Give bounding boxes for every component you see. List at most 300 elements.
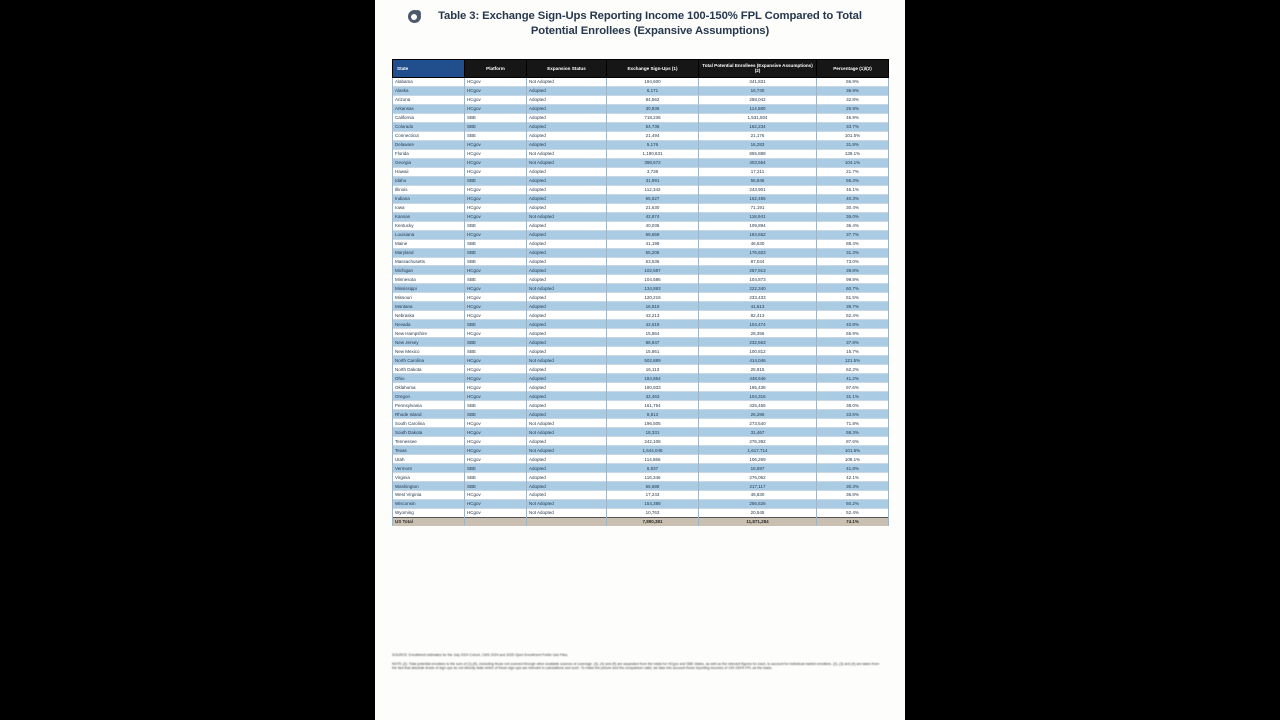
cell-expansion-status: Adopted bbox=[527, 347, 607, 356]
cell-percentage: 31.8% bbox=[817, 140, 889, 149]
table-row[interactable] bbox=[393, 455, 889, 464]
cell-total-potential-enrollees: 104,873 bbox=[699, 275, 817, 284]
cell-platform: HCgov bbox=[465, 500, 527, 509]
cell-total-potential-enrollees: 185,436 bbox=[699, 383, 817, 392]
cell-percentage: 139.1% bbox=[817, 149, 889, 158]
table-row[interactable] bbox=[393, 392, 889, 401]
cell-percentage: 52.4% bbox=[817, 311, 889, 320]
cell-state: South Carolina bbox=[393, 419, 465, 428]
table-row[interactable] bbox=[393, 446, 889, 455]
column-header-exchange-signups[interactable]: Exchange Sign-Ups (1) bbox=[607, 60, 699, 78]
cell-exchange-signups: 69,659 bbox=[607, 230, 699, 239]
cell-state: Michigan bbox=[393, 266, 465, 275]
cell-platform: HCgov bbox=[465, 266, 527, 275]
table-row[interactable] bbox=[393, 338, 889, 347]
cell-state: Massachusetts bbox=[393, 257, 465, 266]
table-row[interactable] bbox=[393, 86, 889, 95]
table-row[interactable] bbox=[393, 140, 889, 149]
cell-percentage: 56.9% bbox=[817, 77, 889, 86]
cell-platform: HCgov bbox=[465, 437, 527, 446]
cell-expansion-status: Adopted bbox=[527, 383, 607, 392]
cell-total-potential-enrollees: 403,554 bbox=[699, 158, 817, 167]
cell-percentage: 104.1% bbox=[817, 158, 889, 167]
table-row[interactable] bbox=[393, 77, 889, 86]
table-row[interactable] bbox=[393, 428, 889, 437]
table-row[interactable] bbox=[393, 158, 889, 167]
cell-expansion-status: Adopted bbox=[527, 338, 607, 347]
cell-total-potential-enrollees: 109,894 bbox=[699, 221, 817, 230]
cell-expansion-status: Adopted bbox=[527, 464, 607, 473]
cell-state: Alaska bbox=[393, 86, 465, 95]
page-title: Table 3: Exchange Sign-Ups Reporting Income 100-150% FPL Compared to Total Potential Enrollees (Expansive Assumptions) bbox=[438, 10, 862, 37]
cell-exchange-signups: 116,346 bbox=[607, 473, 699, 482]
cell-state: Texas bbox=[393, 446, 465, 455]
cell-exchange-signups: 8,813 bbox=[607, 410, 699, 419]
cell-percentage: 42.1% bbox=[817, 473, 889, 482]
cell-expansion-status: Adopted bbox=[527, 491, 607, 500]
total-cell-expansion-status bbox=[527, 518, 607, 526]
cell-expansion-status: Adopted bbox=[527, 239, 607, 248]
cell-expansion-status: Adopted bbox=[527, 176, 607, 185]
cell-percentage: 101.6% bbox=[817, 446, 889, 455]
cell-state: Montana bbox=[393, 302, 465, 311]
table-row[interactable] bbox=[393, 302, 889, 311]
cell-exchange-signups: 161,754 bbox=[607, 401, 699, 410]
cell-state: Kentucky bbox=[393, 221, 465, 230]
cell-state: Mississippi bbox=[393, 284, 465, 293]
cell-platform: HCgov bbox=[465, 383, 527, 392]
cell-expansion-status: Adopted bbox=[527, 329, 607, 338]
cell-expansion-status: Adopted bbox=[527, 131, 607, 140]
cell-total-potential-enrollees: 257,913 bbox=[699, 266, 817, 275]
cell-exchange-signups: 17,243 bbox=[607, 491, 699, 500]
cell-exchange-signups: 102,587 bbox=[607, 266, 699, 275]
cell-platform: HCgov bbox=[465, 365, 527, 374]
cell-expansion-status: Adopted bbox=[527, 95, 607, 104]
cell-total-potential-enrollees: 273,540 bbox=[699, 419, 817, 428]
table-row[interactable] bbox=[393, 113, 889, 122]
table-row[interactable] bbox=[393, 365, 889, 374]
cell-state: Ohio bbox=[393, 374, 465, 383]
table-total-row bbox=[393, 518, 889, 526]
cell-total-potential-enrollees: 71,191 bbox=[699, 203, 817, 212]
table-row[interactable] bbox=[393, 212, 889, 221]
cell-state: Florida bbox=[393, 149, 465, 158]
cell-exchange-signups: 18,331 bbox=[607, 428, 699, 437]
table-row[interactable] bbox=[393, 491, 889, 500]
cell-state: Alabama bbox=[393, 77, 465, 86]
cell-state: Arkansas bbox=[393, 104, 465, 113]
cell-state: Utah bbox=[393, 455, 465, 464]
total-cell-percentage: 74.1% bbox=[817, 518, 889, 526]
cell-exchange-signups: 196,505 bbox=[607, 419, 699, 428]
cell-expansion-status: Adopted bbox=[527, 374, 607, 383]
cell-expansion-status: Not Adopted bbox=[527, 149, 607, 158]
cell-percentage: 36.9% bbox=[817, 86, 889, 95]
cell-state: Illinois bbox=[393, 185, 465, 194]
document-page bbox=[375, 0, 905, 720]
cell-total-potential-enrollees: 16,597 bbox=[699, 464, 817, 473]
cell-total-potential-enrollees: 176,603 bbox=[699, 248, 817, 257]
table-row[interactable] bbox=[393, 131, 889, 140]
cell-platform: HCgov bbox=[465, 149, 527, 158]
cell-exchange-signups: 31,991 bbox=[607, 176, 699, 185]
cell-state: New Mexico bbox=[393, 347, 465, 356]
cell-total-potential-enrollees: 118,941 bbox=[699, 212, 817, 221]
table-row[interactable] bbox=[393, 437, 889, 446]
cell-exchange-signups: 120,216 bbox=[607, 293, 699, 302]
cell-exchange-signups: 16,113 bbox=[607, 365, 699, 374]
cell-platform: HCgov bbox=[465, 293, 527, 302]
cell-platform: HCgov bbox=[465, 455, 527, 464]
table-row[interactable] bbox=[393, 248, 889, 257]
cell-platform: HCgov bbox=[465, 356, 527, 365]
cell-state: Oregon bbox=[393, 392, 465, 401]
cell-total-potential-enrollees: 217,117 bbox=[699, 482, 817, 491]
cell-exchange-signups: 112,342 bbox=[607, 185, 699, 194]
cell-state: Idaho bbox=[393, 176, 465, 185]
cell-expansion-status: Not Adopted bbox=[527, 284, 607, 293]
cell-state: Indiana bbox=[393, 194, 465, 203]
cell-expansion-status: Not Adopted bbox=[527, 158, 607, 167]
table-row[interactable] bbox=[393, 167, 889, 176]
cell-exchange-signups: 5,176 bbox=[607, 140, 699, 149]
table-row[interactable] bbox=[393, 194, 889, 203]
cell-percentage: 37.8% bbox=[817, 338, 889, 347]
cell-percentage: 38.0% bbox=[817, 401, 889, 410]
cell-exchange-signups: 1,190,631 bbox=[607, 149, 699, 158]
cell-platform: HCgov bbox=[465, 185, 527, 194]
cell-exchange-signups: 114,866 bbox=[607, 455, 699, 464]
cell-expansion-status: Not Adopted bbox=[527, 356, 607, 365]
cell-platform: SBE bbox=[465, 221, 527, 230]
cell-state: Washington bbox=[393, 482, 465, 491]
cell-total-potential-enrollees: 25,915 bbox=[699, 365, 817, 374]
cell-percentage: 30.4% bbox=[817, 203, 889, 212]
cell-platform: SBE bbox=[465, 482, 527, 491]
cell-exchange-signups: 1,644,046 bbox=[607, 446, 699, 455]
cell-exchange-signups: 54,736 bbox=[607, 122, 699, 131]
cell-total-potential-enrollees: 258,042 bbox=[699, 95, 817, 104]
cell-percentage: 87.6% bbox=[817, 437, 889, 446]
cell-expansion-status: Adopted bbox=[527, 482, 607, 491]
cell-percentage: 56.3% bbox=[817, 176, 889, 185]
cell-platform: HCgov bbox=[465, 77, 527, 86]
cell-exchange-signups: 30,836 bbox=[607, 104, 699, 113]
cell-state: Rhode Island bbox=[393, 410, 465, 419]
cell-percentage: 46.1% bbox=[817, 185, 889, 194]
cell-state: Wisconsin bbox=[393, 500, 465, 509]
cell-platform: SBE bbox=[465, 320, 527, 329]
table-row[interactable] bbox=[393, 482, 889, 491]
cell-expansion-status: Adopted bbox=[527, 392, 607, 401]
column-header-expansion-status[interactable]: Expansion Status bbox=[527, 60, 607, 78]
cell-percentage: 36.8% bbox=[817, 491, 889, 500]
cell-state: New Jersey bbox=[393, 338, 465, 347]
column-header-state[interactable]: State bbox=[393, 60, 465, 78]
cell-expansion-status: Adopted bbox=[527, 122, 607, 131]
table-row[interactable] bbox=[393, 176, 889, 185]
cell-percentage: 32.8% bbox=[817, 95, 889, 104]
cell-state: New Hampshire bbox=[393, 329, 465, 338]
cell-percentage: 71.8% bbox=[817, 419, 889, 428]
cell-state: West Virginia bbox=[393, 491, 465, 500]
cell-platform: HCgov bbox=[465, 158, 527, 167]
cell-percentage: 108.1% bbox=[817, 455, 889, 464]
cell-percentage: 62.2% bbox=[817, 365, 889, 374]
cell-state: Louisiana bbox=[393, 230, 465, 239]
cell-exchange-signups: 32,463 bbox=[607, 392, 699, 401]
cell-platform: HCgov bbox=[465, 374, 527, 383]
cell-total-potential-enrollees: 1,617,714 bbox=[699, 446, 817, 455]
cell-percentage: 40.8% bbox=[817, 320, 889, 329]
cell-state: Tennessee bbox=[393, 437, 465, 446]
cell-expansion-status: Adopted bbox=[527, 455, 607, 464]
cell-platform: SBE bbox=[465, 275, 527, 284]
cell-platform: SBE bbox=[465, 176, 527, 185]
cell-percentage: 41.2% bbox=[817, 374, 889, 383]
cell-expansion-status: Adopted bbox=[527, 203, 607, 212]
footnote-2: NOTE (2): Total potential enrollees is the sum of (1)-(5), excluding those not covered through other available sources of coverage. (3), (4) and (5) are separated from the totals for HCgov and SBE states, as well as the relevant figures for each, to account for individual market enrollees. (2), (3) and (4) are taken from the fact that absolute levels of sign-ups do not directly state which of those sign-ups are relevant in calculations and such. To make the picture and the comparison valid, we take into account those reporting incomes of 100-150% FPL as the basis. bbox=[392, 661, 880, 671]
table-row[interactable] bbox=[393, 239, 889, 248]
cell-exchange-signups: 55,206 bbox=[607, 248, 699, 257]
cell-state: Georgia bbox=[393, 158, 465, 167]
cell-expansion-status: Not Adopted bbox=[527, 509, 607, 518]
cell-exchange-signups: 21,494 bbox=[607, 131, 699, 140]
cell-total-potential-enrollees: 41,613 bbox=[699, 302, 817, 311]
table-row[interactable] bbox=[393, 311, 889, 320]
table-row[interactable] bbox=[393, 221, 889, 230]
table-row[interactable] bbox=[393, 356, 889, 365]
cell-percentage: 55.9% bbox=[817, 329, 889, 338]
cell-total-potential-enrollees: 256,526 bbox=[699, 500, 817, 509]
cell-total-potential-enrollees: 232,663 bbox=[699, 338, 817, 347]
table-row[interactable] bbox=[393, 284, 889, 293]
cell-platform: SBE bbox=[465, 338, 527, 347]
cell-state: California bbox=[393, 113, 465, 122]
cell-exchange-signups: 42,619 bbox=[607, 320, 699, 329]
cell-platform: SBE bbox=[465, 464, 527, 473]
table-row[interactable] bbox=[393, 230, 889, 239]
cell-percentage: 101.5% bbox=[817, 131, 889, 140]
cell-platform: SBE bbox=[465, 257, 527, 266]
cell-percentage: 39.8% bbox=[817, 266, 889, 275]
cell-total-potential-enrollees: 162,455 bbox=[699, 194, 817, 203]
cell-percentage: 58.3% bbox=[817, 428, 889, 437]
table-row[interactable] bbox=[393, 410, 889, 419]
cell-total-potential-enrollees: 21,176 bbox=[699, 131, 817, 140]
cell-expansion-status: Not Adopted bbox=[527, 446, 607, 455]
cell-exchange-signups: 15,864 bbox=[607, 329, 699, 338]
table-header-row bbox=[393, 60, 889, 78]
cell-platform: HCgov bbox=[465, 203, 527, 212]
title-block bbox=[375, 9, 905, 38]
exchange-signups-table bbox=[392, 59, 889, 526]
table-row[interactable] bbox=[393, 401, 889, 410]
table-row[interactable] bbox=[393, 347, 889, 356]
table-header bbox=[393, 60, 889, 78]
cell-percentage: 39.7% bbox=[817, 302, 889, 311]
cell-expansion-status: Adopted bbox=[527, 266, 607, 275]
cell-total-potential-enrollees: 26,286 bbox=[699, 410, 817, 419]
total-cell-platform bbox=[465, 518, 527, 526]
cell-expansion-status: Adopted bbox=[527, 185, 607, 194]
cell-expansion-status: Adopted bbox=[527, 365, 607, 374]
cell-state: Hawaii bbox=[393, 167, 465, 176]
cell-expansion-status: Adopted bbox=[527, 140, 607, 149]
cell-exchange-signups: 104,586 bbox=[607, 275, 699, 284]
cell-state: Colorado bbox=[393, 122, 465, 131]
cell-expansion-status: Adopted bbox=[527, 437, 607, 446]
cell-exchange-signups: 6,171 bbox=[607, 86, 699, 95]
cell-total-potential-enrollees: 16,740 bbox=[699, 86, 817, 95]
cell-exchange-signups: 84,562 bbox=[607, 95, 699, 104]
cell-exchange-signups: 65,688 bbox=[607, 482, 699, 491]
cell-state: Delaware bbox=[393, 140, 465, 149]
table-row[interactable] bbox=[393, 104, 889, 113]
cell-percentage: 31.3% bbox=[817, 248, 889, 257]
table-row[interactable] bbox=[393, 320, 889, 329]
cell-total-potential-enrollees: 104,474 bbox=[699, 320, 817, 329]
table-row[interactable] bbox=[393, 464, 889, 473]
cell-platform: SBE bbox=[465, 248, 527, 257]
cell-exchange-signups: 65,527 bbox=[607, 194, 699, 203]
cell-expansion-status: Adopted bbox=[527, 86, 607, 95]
cell-expansion-status: Adopted bbox=[527, 311, 607, 320]
table-row[interactable] bbox=[393, 257, 889, 266]
cell-platform: SBE bbox=[465, 122, 527, 131]
cell-total-potential-enrollees: 104,316 bbox=[699, 392, 817, 401]
cell-platform: HCgov bbox=[465, 212, 527, 221]
table-row[interactable] bbox=[393, 122, 889, 131]
cell-total-potential-enrollees: 414,046 bbox=[699, 356, 817, 365]
table-row[interactable] bbox=[393, 266, 889, 275]
cell-exchange-signups: 41,198 bbox=[607, 239, 699, 248]
cell-exchange-signups: 194,600 bbox=[607, 77, 699, 86]
table-row[interactable] bbox=[393, 203, 889, 212]
cell-state: North Dakota bbox=[393, 365, 465, 374]
cell-expansion-status: Not Adopted bbox=[527, 500, 607, 509]
cell-percentage: 40.3% bbox=[817, 194, 889, 203]
cell-state: Wyoming bbox=[393, 509, 465, 518]
cell-percentage: 41.8% bbox=[817, 464, 889, 473]
cell-percentage: 60.7% bbox=[817, 284, 889, 293]
cell-platform: SBE bbox=[465, 131, 527, 140]
cell-expansion-status: Adopted bbox=[527, 248, 607, 257]
cell-platform: SBE bbox=[465, 239, 527, 248]
cell-exchange-signups: 15,861 bbox=[607, 347, 699, 356]
column-header-percentage[interactable]: Percentage (1)/(2) bbox=[817, 60, 889, 78]
cell-total-potential-enrollees: 162,234 bbox=[699, 122, 817, 131]
cell-exchange-signups: 718,236 bbox=[607, 113, 699, 122]
cell-platform: HCgov bbox=[465, 140, 527, 149]
table-row[interactable] bbox=[393, 383, 889, 392]
table-row[interactable] bbox=[393, 185, 889, 194]
table-row[interactable] bbox=[393, 473, 889, 482]
cell-state: Kansas bbox=[393, 212, 465, 221]
cell-exchange-signups: 10,763 bbox=[607, 509, 699, 518]
cell-total-potential-enrollees: 1,531,504 bbox=[699, 113, 817, 122]
cell-state: Oklahoma bbox=[393, 383, 465, 392]
cell-platform: HCgov bbox=[465, 284, 527, 293]
cell-percentage: 97.6% bbox=[817, 383, 889, 392]
cell-state: Vermont bbox=[393, 464, 465, 473]
cell-percentage: 88.4% bbox=[817, 239, 889, 248]
cell-platform: HCgov bbox=[465, 194, 527, 203]
cell-total-potential-enrollees: 106,269 bbox=[699, 455, 817, 464]
letterbox-left bbox=[0, 0, 375, 720]
cell-platform: HCgov bbox=[465, 446, 527, 455]
cell-platform: SBE bbox=[465, 410, 527, 419]
cell-expansion-status: Adopted bbox=[527, 410, 607, 419]
cell-percentage: 60.2% bbox=[817, 500, 889, 509]
column-header-platform[interactable]: Platform bbox=[465, 60, 527, 78]
column-header-total-potential-enrollees[interactable]: Total Potential Enrollees (Expansive Assumptions)(2) bbox=[699, 60, 817, 78]
cell-percentage: 15.7% bbox=[817, 347, 889, 356]
cell-percentage: 99.8% bbox=[817, 275, 889, 284]
table-row[interactable] bbox=[393, 419, 889, 428]
cell-expansion-status: Adopted bbox=[527, 320, 607, 329]
cell-platform: HCgov bbox=[465, 302, 527, 311]
cell-percentage: 51.5% bbox=[817, 293, 889, 302]
cell-expansion-status: Adopted bbox=[527, 194, 607, 203]
cell-percentage: 36.4% bbox=[817, 221, 889, 230]
cell-exchange-signups: 134,893 bbox=[607, 284, 699, 293]
cell-percentage: 37.7% bbox=[817, 230, 889, 239]
cell-percentage: 33.5% bbox=[817, 410, 889, 419]
total-cell-state: US Total bbox=[393, 518, 465, 526]
cell-total-potential-enrollees: 114,580 bbox=[699, 104, 817, 113]
table-row[interactable] bbox=[393, 374, 889, 383]
cell-expansion-status: Adopted bbox=[527, 401, 607, 410]
footnote-1: SOURCE: Enrollment estimates for the July 2024 Cohort, CMS 2024 and 2025 Open Enrollment Public Use Files. bbox=[392, 653, 569, 657]
cell-expansion-status: Adopted bbox=[527, 230, 607, 239]
table-row[interactable] bbox=[393, 275, 889, 284]
cell-exchange-signups: 63,536 bbox=[607, 257, 699, 266]
cell-total-potential-enrollees: 46,630 bbox=[699, 239, 817, 248]
cell-expansion-status: Adopted bbox=[527, 275, 607, 284]
cell-total-potential-enrollees: 341,831 bbox=[699, 77, 817, 86]
table-row[interactable] bbox=[393, 293, 889, 302]
table-row[interactable] bbox=[393, 95, 889, 104]
cell-expansion-status: Adopted bbox=[527, 257, 607, 266]
cell-total-potential-enrollees: 276,392 bbox=[699, 437, 817, 446]
table-row[interactable] bbox=[393, 500, 889, 509]
total-cell-exchange-signups: 7,890,381 bbox=[607, 518, 699, 526]
cell-platform: HCgov bbox=[465, 95, 527, 104]
cell-total-potential-enrollees: 448,646 bbox=[699, 374, 817, 383]
cell-exchange-signups: 88,847 bbox=[607, 338, 699, 347]
cell-total-potential-enrollees: 20,545 bbox=[699, 509, 817, 518]
cell-state: Arizona bbox=[393, 95, 465, 104]
cell-expansion-status: Not Adopted bbox=[527, 428, 607, 437]
table-row[interactable] bbox=[393, 329, 889, 338]
table-row[interactable] bbox=[393, 149, 889, 158]
cell-platform: HCgov bbox=[465, 392, 527, 401]
cell-exchange-signups: 502,889 bbox=[607, 356, 699, 365]
cell-state: Pennsylvania bbox=[393, 401, 465, 410]
cell-platform: HCgov bbox=[465, 86, 527, 95]
cell-percentage: 52.4% bbox=[817, 509, 889, 518]
cell-state: North Carolina bbox=[393, 356, 465, 365]
cell-exchange-signups: 154,388 bbox=[607, 500, 699, 509]
cell-expansion-status: Not Adopted bbox=[527, 212, 607, 221]
cell-total-potential-enrollees: 28,356 bbox=[699, 329, 817, 338]
table-row[interactable] bbox=[393, 509, 889, 518]
letterbox-right bbox=[905, 0, 1280, 720]
cell-state: Iowa bbox=[393, 203, 465, 212]
cell-platform: HCgov bbox=[465, 491, 527, 500]
